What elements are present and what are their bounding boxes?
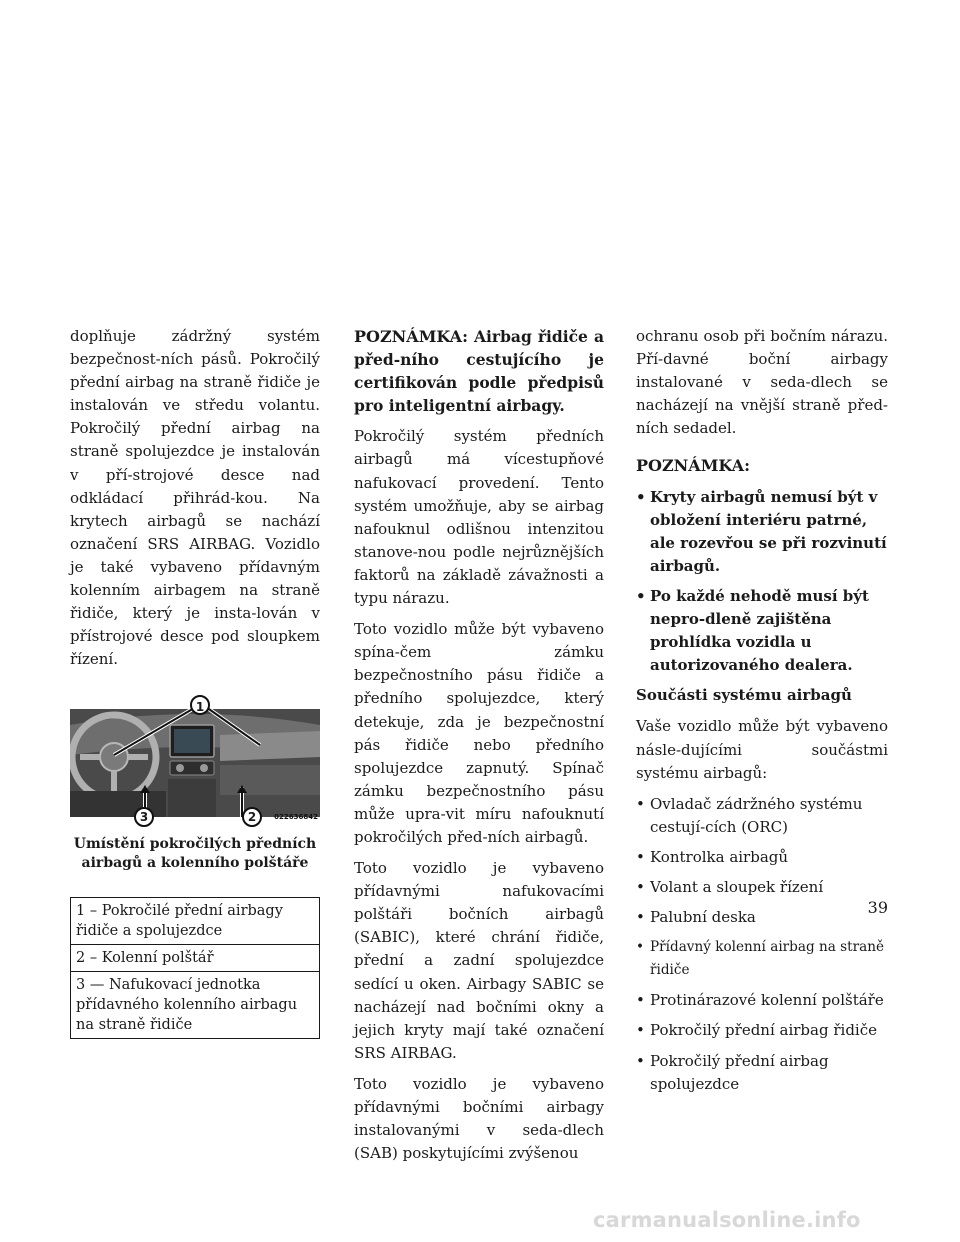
list-item: • Přídavný kolenní airbag na straně řidiče	[636, 936, 888, 982]
body-paragraph: ochranu osob při bočním nárazu. Pří-davné boční airbagy instalované v seda-dlech se nacházejí na vnější straně před-ních sedadel.	[636, 327, 888, 438]
list-item: • Volant a sloupek řízení	[636, 876, 888, 899]
note-label: POZNÁMKA:	[354, 327, 468, 346]
body-paragraph: Pokročilý systém předních airbagů má vícestupňové nafukovací provedení. Tento systém umožňuje, aby se airbag nafouknul odlišnou intenzitou stanove-nou podle nejrůznějších faktorů na základě závažnosti a typu nárazu.	[354, 427, 604, 608]
body-paragraph: Vaše vozidlo může být vybaveno násle-dujícími součástmi systému airbagů:	[636, 717, 888, 782]
column-left	[70, 325, 320, 1039]
legend-item: 3 — Nafukovací jednotka přídavného kolenního airbagu na straně řidiče	[71, 972, 320, 1039]
list-item: • Kryty airbagů nemusí být v obložení interiéru patrné, ale rozevřou se při rozvinutí airbagů.	[636, 486, 888, 578]
body-paragraph: Toto vozidlo je vybaveno přídavnými bočními airbagy instalovanými v seda-dlech (SAB) poskytujícími zvýšenou	[354, 1074, 604, 1163]
list-item: • Pokročilý přední airbag spolujezdce	[636, 1050, 888, 1096]
note-heading: POZNÁMKA:	[636, 456, 750, 476]
body-paragraph: Toto vozidlo je vybaveno přídavnými nafukovacími polštáři bočních airbagů (SABIC), které chrání řidiče, přední a zadní spolujezdce sedící u oken. Airbagy SABIC se nacházejí nad bočními okny a jejich kryty mají také označení SRS AIRBAG.	[354, 859, 604, 1062]
list-item: • Po každé nehodě musí být nepro-dleně zajištěna prohlídka vozidla u autorizovaného dealera.	[636, 585, 888, 677]
watermark: carmanualsonline.info	[593, 1208, 861, 1232]
list-item: • Protinárazové kolenní polštáře	[636, 989, 888, 1012]
dashboard-illustration	[70, 695, 320, 825]
note-list	[636, 486, 888, 678]
table-row	[71, 972, 320, 1039]
table-row	[71, 898, 320, 945]
callout-2: 2	[242, 807, 262, 827]
note-text: Airbag řidiče a před-ního cestujícího je certifikován podle předpisů pro inteligentní airbagy.	[354, 327, 604, 416]
legend-item: 1 – Pokročilé přední airbagy řidiče a spolujezdce	[71, 898, 320, 945]
figure-legend-table	[70, 897, 320, 1039]
callout-3: 3	[134, 807, 154, 827]
column-middle	[354, 325, 604, 1173]
callout-1: 1	[190, 695, 210, 715]
legend-item: 2 – Kolenní polštář	[71, 945, 320, 972]
list-item: • Palubní deska	[636, 906, 888, 929]
components-list	[636, 793, 888, 1096]
list-item: • Kontrolka airbagů	[636, 846, 888, 869]
list-item: • Pokročilý přední airbag řidiče	[636, 1019, 888, 1042]
page-number: 39	[867, 898, 888, 917]
table-row	[71, 945, 320, 972]
list-item: • Ovladač zádržného systému cestují-cích (ORC)	[636, 793, 888, 839]
figure-caption: Umístění pokročilých předních airbagů a kolenního polštáře	[73, 836, 317, 872]
column-right	[636, 325, 888, 1103]
note-paragraph	[354, 325, 604, 417]
body-paragraph: doplňuje zádržný systém bezpečnost-ních pásů. Pokročilý přední airbag na straně řidiče je instalován ve středu volantu. Pokročilý přední airbag na straně spolujezdce je instalován v pří-strojové desce nad odkládací přihrád-kou. Na krytech airbagů se nachází označení SRS AIRBAG. Vozidlo je také vybaveno přídavným kolenním airbagem na straně řidiče, který je insta-lován v přístrojové desce pod sloupkem řízení.	[70, 327, 320, 669]
section-title: Součásti systému airbagů	[636, 686, 852, 705]
dashboard-airbag-figure	[70, 695, 320, 825]
body-paragraph: Toto vozidlo může být vybaveno spína-čem zámku bezpečnostního pásu řidiče a předního spolujezdce, který detekuje, zda je bezpečnostní pás řidiče nebo předního spolujezdce zapnutý. Spínač zámku bezpečnostního pásu může upra-vit míru nafouknutí pokročilých před-ních airbagů.	[354, 620, 604, 846]
figure-code: 022636842	[274, 813, 318, 822]
